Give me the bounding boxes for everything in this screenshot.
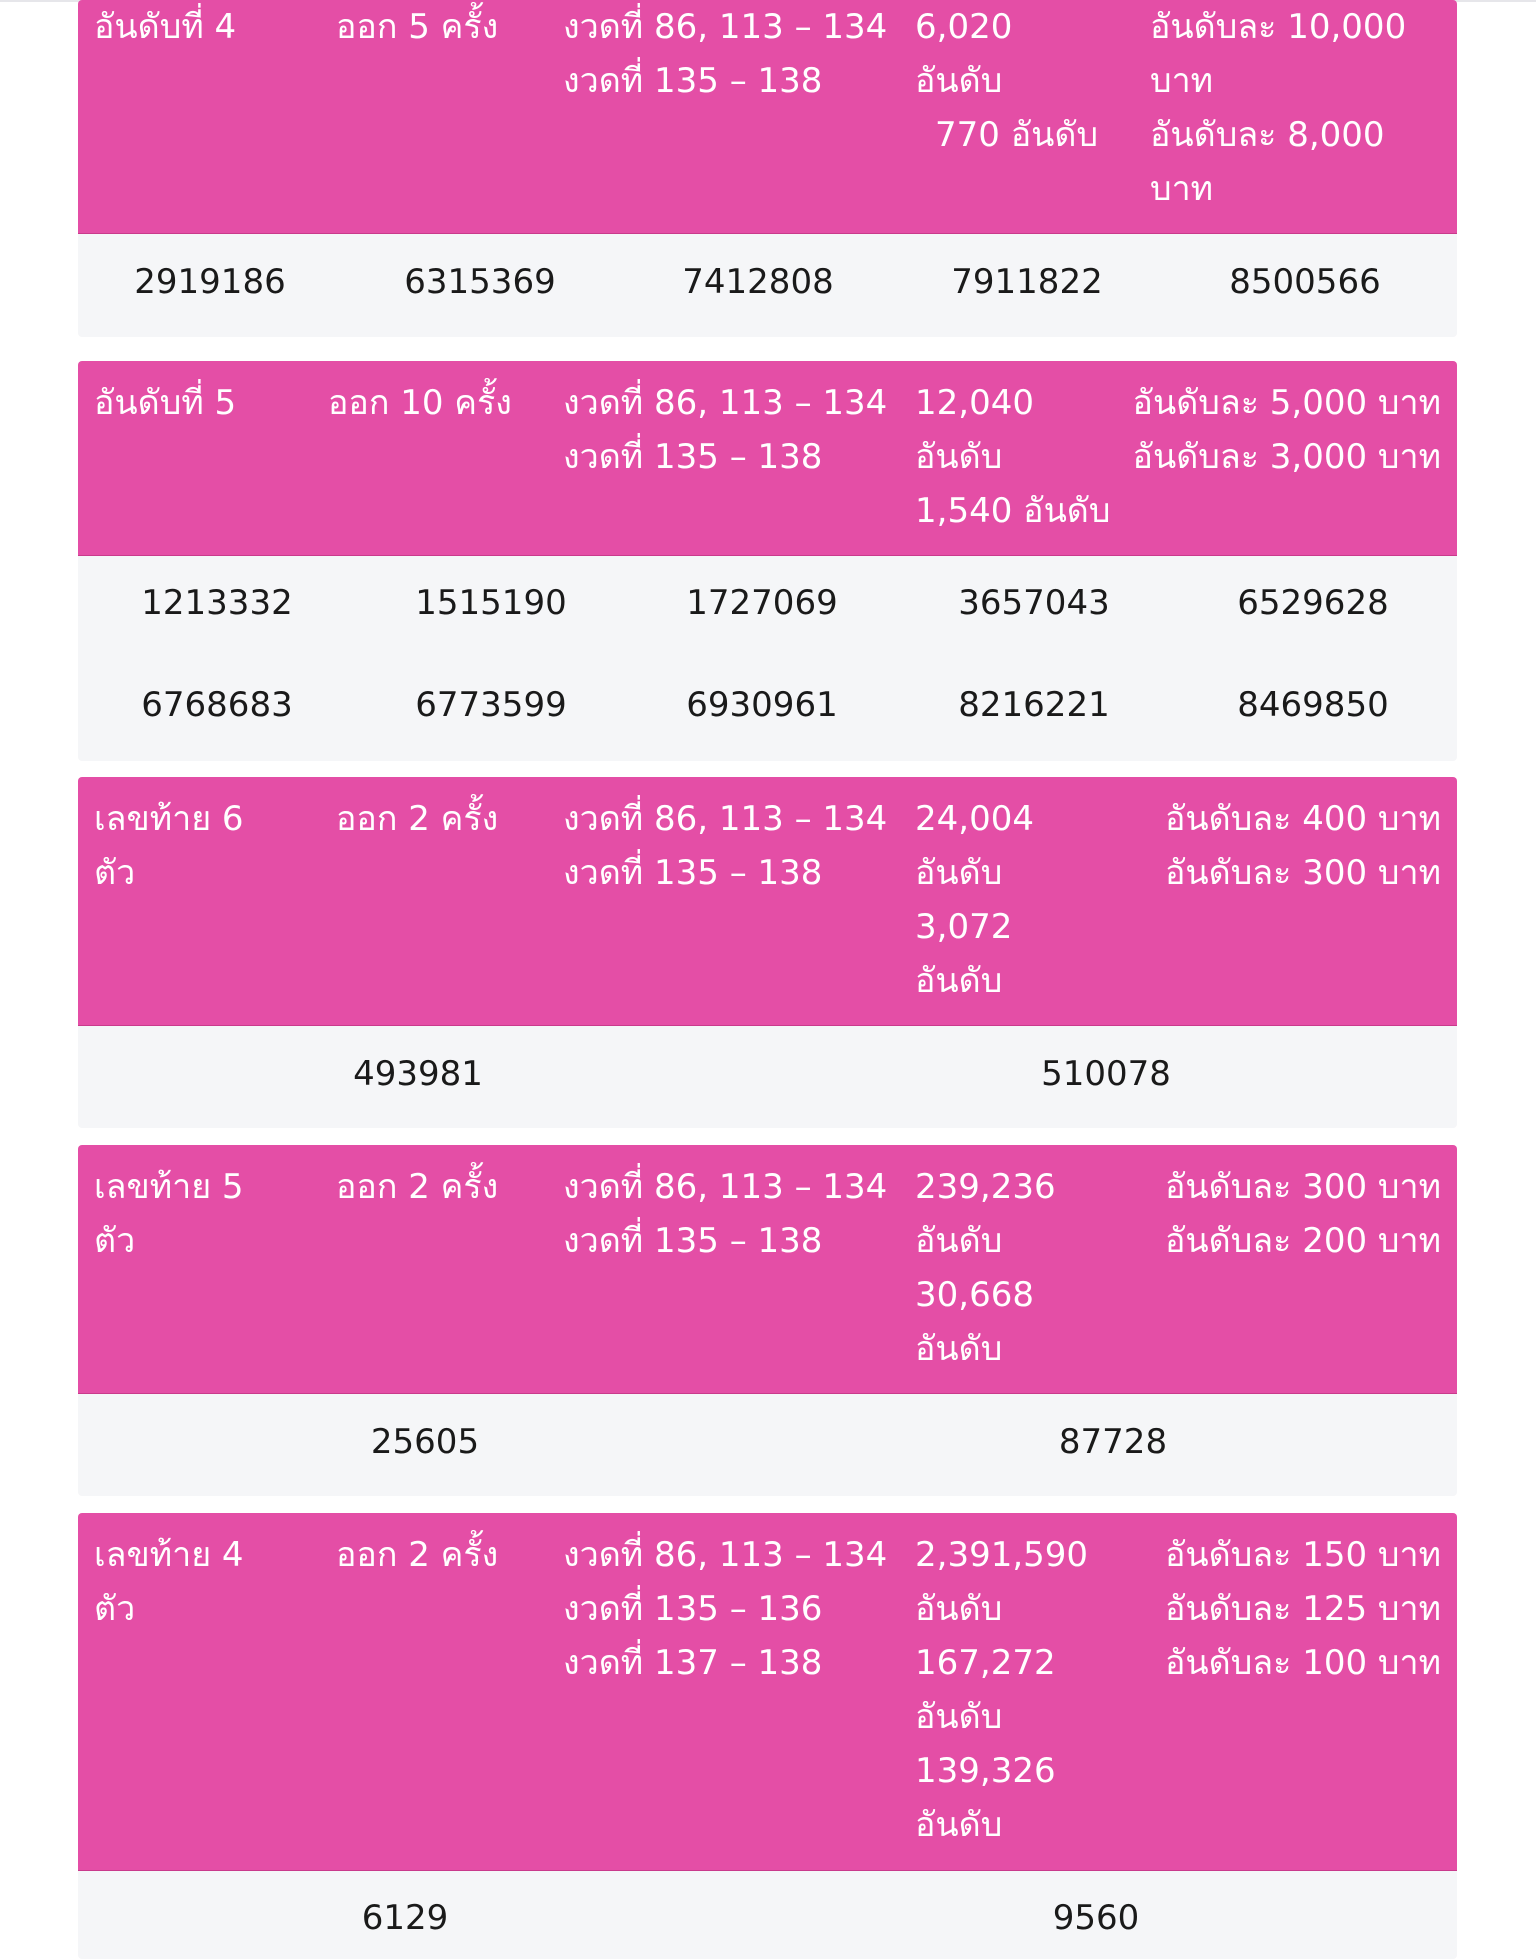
prize-count-line: 2,391,590 bbox=[915, 1535, 1089, 1575]
prize-times: ออก 10 ครั้ง bbox=[328, 383, 512, 423]
prize-times: ออก 5 ครั้ง bbox=[336, 7, 499, 47]
winning-number: 6768683 bbox=[141, 685, 293, 725]
prize-amount-line: อันดับละ 100 บาท bbox=[1164, 1643, 1441, 1683]
winning-number: 1515190 bbox=[415, 583, 567, 623]
winning-number: 510078 bbox=[1041, 1054, 1171, 1094]
prize-count-line: 1,540 อันดับ bbox=[915, 491, 1111, 531]
prize-draws-line: งวดที่ 135 – 138 bbox=[563, 853, 823, 893]
prize-rank bbox=[94, 792, 244, 900]
prize-header bbox=[78, 1145, 1457, 1394]
prize-count-line: อันดับ bbox=[915, 1589, 1003, 1629]
winning-number: 7412808 bbox=[682, 262, 834, 302]
prize-draws bbox=[563, 0, 887, 108]
prize-amount-line: อันดับละ 400 บาท bbox=[1164, 799, 1441, 839]
winning-number: 1213332 bbox=[141, 583, 293, 623]
prize-count bbox=[915, 1528, 1088, 1852]
prize-header bbox=[78, 777, 1457, 1026]
prize-times: ออก 2 ครั้ง bbox=[336, 1535, 499, 1575]
prize-count-line: 6,020 bbox=[915, 7, 1013, 47]
prize-rank bbox=[94, 0, 236, 54]
prize-rank-line: ตัว bbox=[94, 1589, 136, 1629]
prize-count-line: อันดับ bbox=[915, 1329, 1003, 1369]
prize-count-line: 239,236 bbox=[915, 1167, 1056, 1207]
winning-number: 8469850 bbox=[1237, 685, 1389, 725]
prize-count-line: อันดับ bbox=[915, 961, 1003, 1001]
prize-draws-line: งวดที่ 86, 113 – 134 bbox=[563, 383, 888, 423]
prize-amount-line: อันดับละ 5,000 บาท bbox=[1132, 383, 1441, 423]
winning-number: 87728 bbox=[1058, 1422, 1168, 1462]
prize-header bbox=[78, 361, 1457, 556]
prize-count-line: อันดับ bbox=[915, 853, 1003, 893]
prize-count-line: 3,072 bbox=[915, 907, 1013, 947]
prize-count-line: 30,668 bbox=[915, 1275, 1034, 1315]
prize-count-line: 770 อันดับ bbox=[935, 115, 1099, 155]
winning-number: 6129 bbox=[361, 1898, 449, 1938]
prize-draws-line: งวดที่ 86, 113 – 134 bbox=[563, 7, 888, 47]
winning-number: 7911822 bbox=[951, 262, 1103, 302]
prize-amount-line: บาท bbox=[1150, 169, 1214, 209]
prize-draws bbox=[563, 792, 887, 900]
prize-rank bbox=[94, 1160, 244, 1268]
winning-number: 3657043 bbox=[958, 583, 1110, 623]
prize-amount-line: อันดับละ 125 บาท bbox=[1164, 1589, 1441, 1629]
prize-header bbox=[78, 1513, 1457, 1871]
prize-amount-line: อันดับละ 3,000 บาท bbox=[1132, 437, 1441, 477]
prize-amount-line: บาท bbox=[1150, 61, 1214, 101]
prize-amount bbox=[1165, 792, 1441, 900]
prize-card-rank-5 bbox=[78, 361, 1457, 761]
prize-draws-line: งวดที่ 135 – 138 bbox=[563, 437, 823, 477]
prize-numbers bbox=[78, 234, 1457, 337]
prize-count-line: อันดับ bbox=[915, 1697, 1003, 1737]
prize-rank-line: ตัว bbox=[94, 1221, 136, 1261]
prize-times: ออก 2 ครั้ง bbox=[336, 799, 499, 839]
prize-amount-line: อันดับละ 150 บาท bbox=[1164, 1535, 1441, 1575]
prize-draws bbox=[563, 376, 887, 484]
prize-amount-line: อันดับละ 200 บาท bbox=[1164, 1221, 1441, 1261]
prize-draws-line: งวดที่ 135 – 138 bbox=[563, 1221, 823, 1261]
prize-count bbox=[915, 0, 1098, 162]
winning-number: 1727069 bbox=[686, 583, 838, 623]
winning-number: 6529628 bbox=[1237, 583, 1389, 623]
prize-rank-line: อันดับที่ 4 bbox=[94, 7, 237, 47]
prize-rank-line: ตัว bbox=[94, 853, 136, 893]
winning-number: 9560 bbox=[1052, 1898, 1140, 1938]
prize-count-line: อันดับ bbox=[915, 1221, 1003, 1261]
prize-numbers bbox=[78, 1394, 1457, 1496]
prize-draws bbox=[563, 1160, 887, 1268]
prize-count-line: 167,272 bbox=[915, 1643, 1056, 1683]
prize-draws-line: งวดที่ 86, 113 – 134 bbox=[563, 1167, 888, 1207]
prize-times: ออก 2 ครั้ง bbox=[336, 1167, 499, 1207]
prize-rank bbox=[94, 1528, 244, 1636]
prize-count bbox=[915, 792, 1034, 1008]
prize-card-last-4-digits bbox=[78, 1513, 1457, 1959]
prize-card-rank-4 bbox=[78, 0, 1457, 337]
winning-number: 25605 bbox=[370, 1422, 480, 1462]
prize-count bbox=[915, 376, 1110, 538]
winning-number: 8216221 bbox=[958, 685, 1110, 725]
winning-number: 6773599 bbox=[415, 685, 567, 725]
prize-count-line: อันดับ bbox=[915, 437, 1003, 477]
prize-amount-line: อันดับละ 300 บาท bbox=[1164, 853, 1441, 893]
prize-draws-line: งวดที่ 86, 113 – 134 bbox=[563, 799, 888, 839]
prize-numbers bbox=[78, 1871, 1457, 1959]
winning-number: 8500566 bbox=[1229, 262, 1381, 302]
prize-draws-line: งวดที่ 137 – 138 bbox=[563, 1643, 823, 1683]
prize-rank-line: เลขท้าย 5 bbox=[94, 1167, 244, 1207]
winning-number: 6315369 bbox=[404, 262, 556, 302]
prize-count-line: อันดับ bbox=[915, 1805, 1003, 1845]
prize-amount-line: อันดับละ 10,000 bbox=[1150, 7, 1407, 47]
prize-rank-line: อันดับที่ 5 bbox=[94, 383, 237, 423]
prize-header bbox=[78, 0, 1457, 234]
prize-amount-line: อันดับละ 300 บาท bbox=[1164, 1167, 1441, 1207]
prize-rank-line: เลขท้าย 6 bbox=[94, 799, 244, 839]
prize-amount bbox=[1165, 1528, 1441, 1690]
prize-amount bbox=[1150, 0, 1406, 216]
winning-number: 2919186 bbox=[134, 262, 286, 302]
prize-rank-line: เลขท้าย 4 bbox=[94, 1535, 244, 1575]
prize-card-last-5-digits bbox=[78, 1145, 1457, 1496]
prize-draws-line: งวดที่ 86, 113 – 134 bbox=[563, 1535, 888, 1575]
prize-count-line: 12,040 bbox=[915, 383, 1034, 423]
prize-count-line: 139,326 bbox=[915, 1751, 1056, 1791]
prize-draws-line: งวดที่ 135 – 138 bbox=[563, 61, 823, 101]
prize-numbers bbox=[78, 556, 1457, 761]
winning-number: 493981 bbox=[353, 1054, 483, 1094]
prize-amount-line: อันดับละ 8,000 bbox=[1150, 115, 1385, 155]
prize-count-line: อันดับ bbox=[915, 61, 1003, 101]
prize-numbers bbox=[78, 1026, 1457, 1128]
prize-amount bbox=[1133, 376, 1441, 484]
prize-count bbox=[915, 1160, 1056, 1376]
prize-amount bbox=[1165, 1160, 1441, 1268]
prize-count-line: 24,004 bbox=[915, 799, 1034, 839]
prize-rank bbox=[94, 376, 236, 430]
prize-draws-line: งวดที่ 135 – 136 bbox=[563, 1589, 823, 1629]
winning-number: 6930961 bbox=[686, 685, 838, 725]
prize-card-last-6-digits bbox=[78, 777, 1457, 1128]
prize-draws bbox=[563, 1528, 887, 1690]
